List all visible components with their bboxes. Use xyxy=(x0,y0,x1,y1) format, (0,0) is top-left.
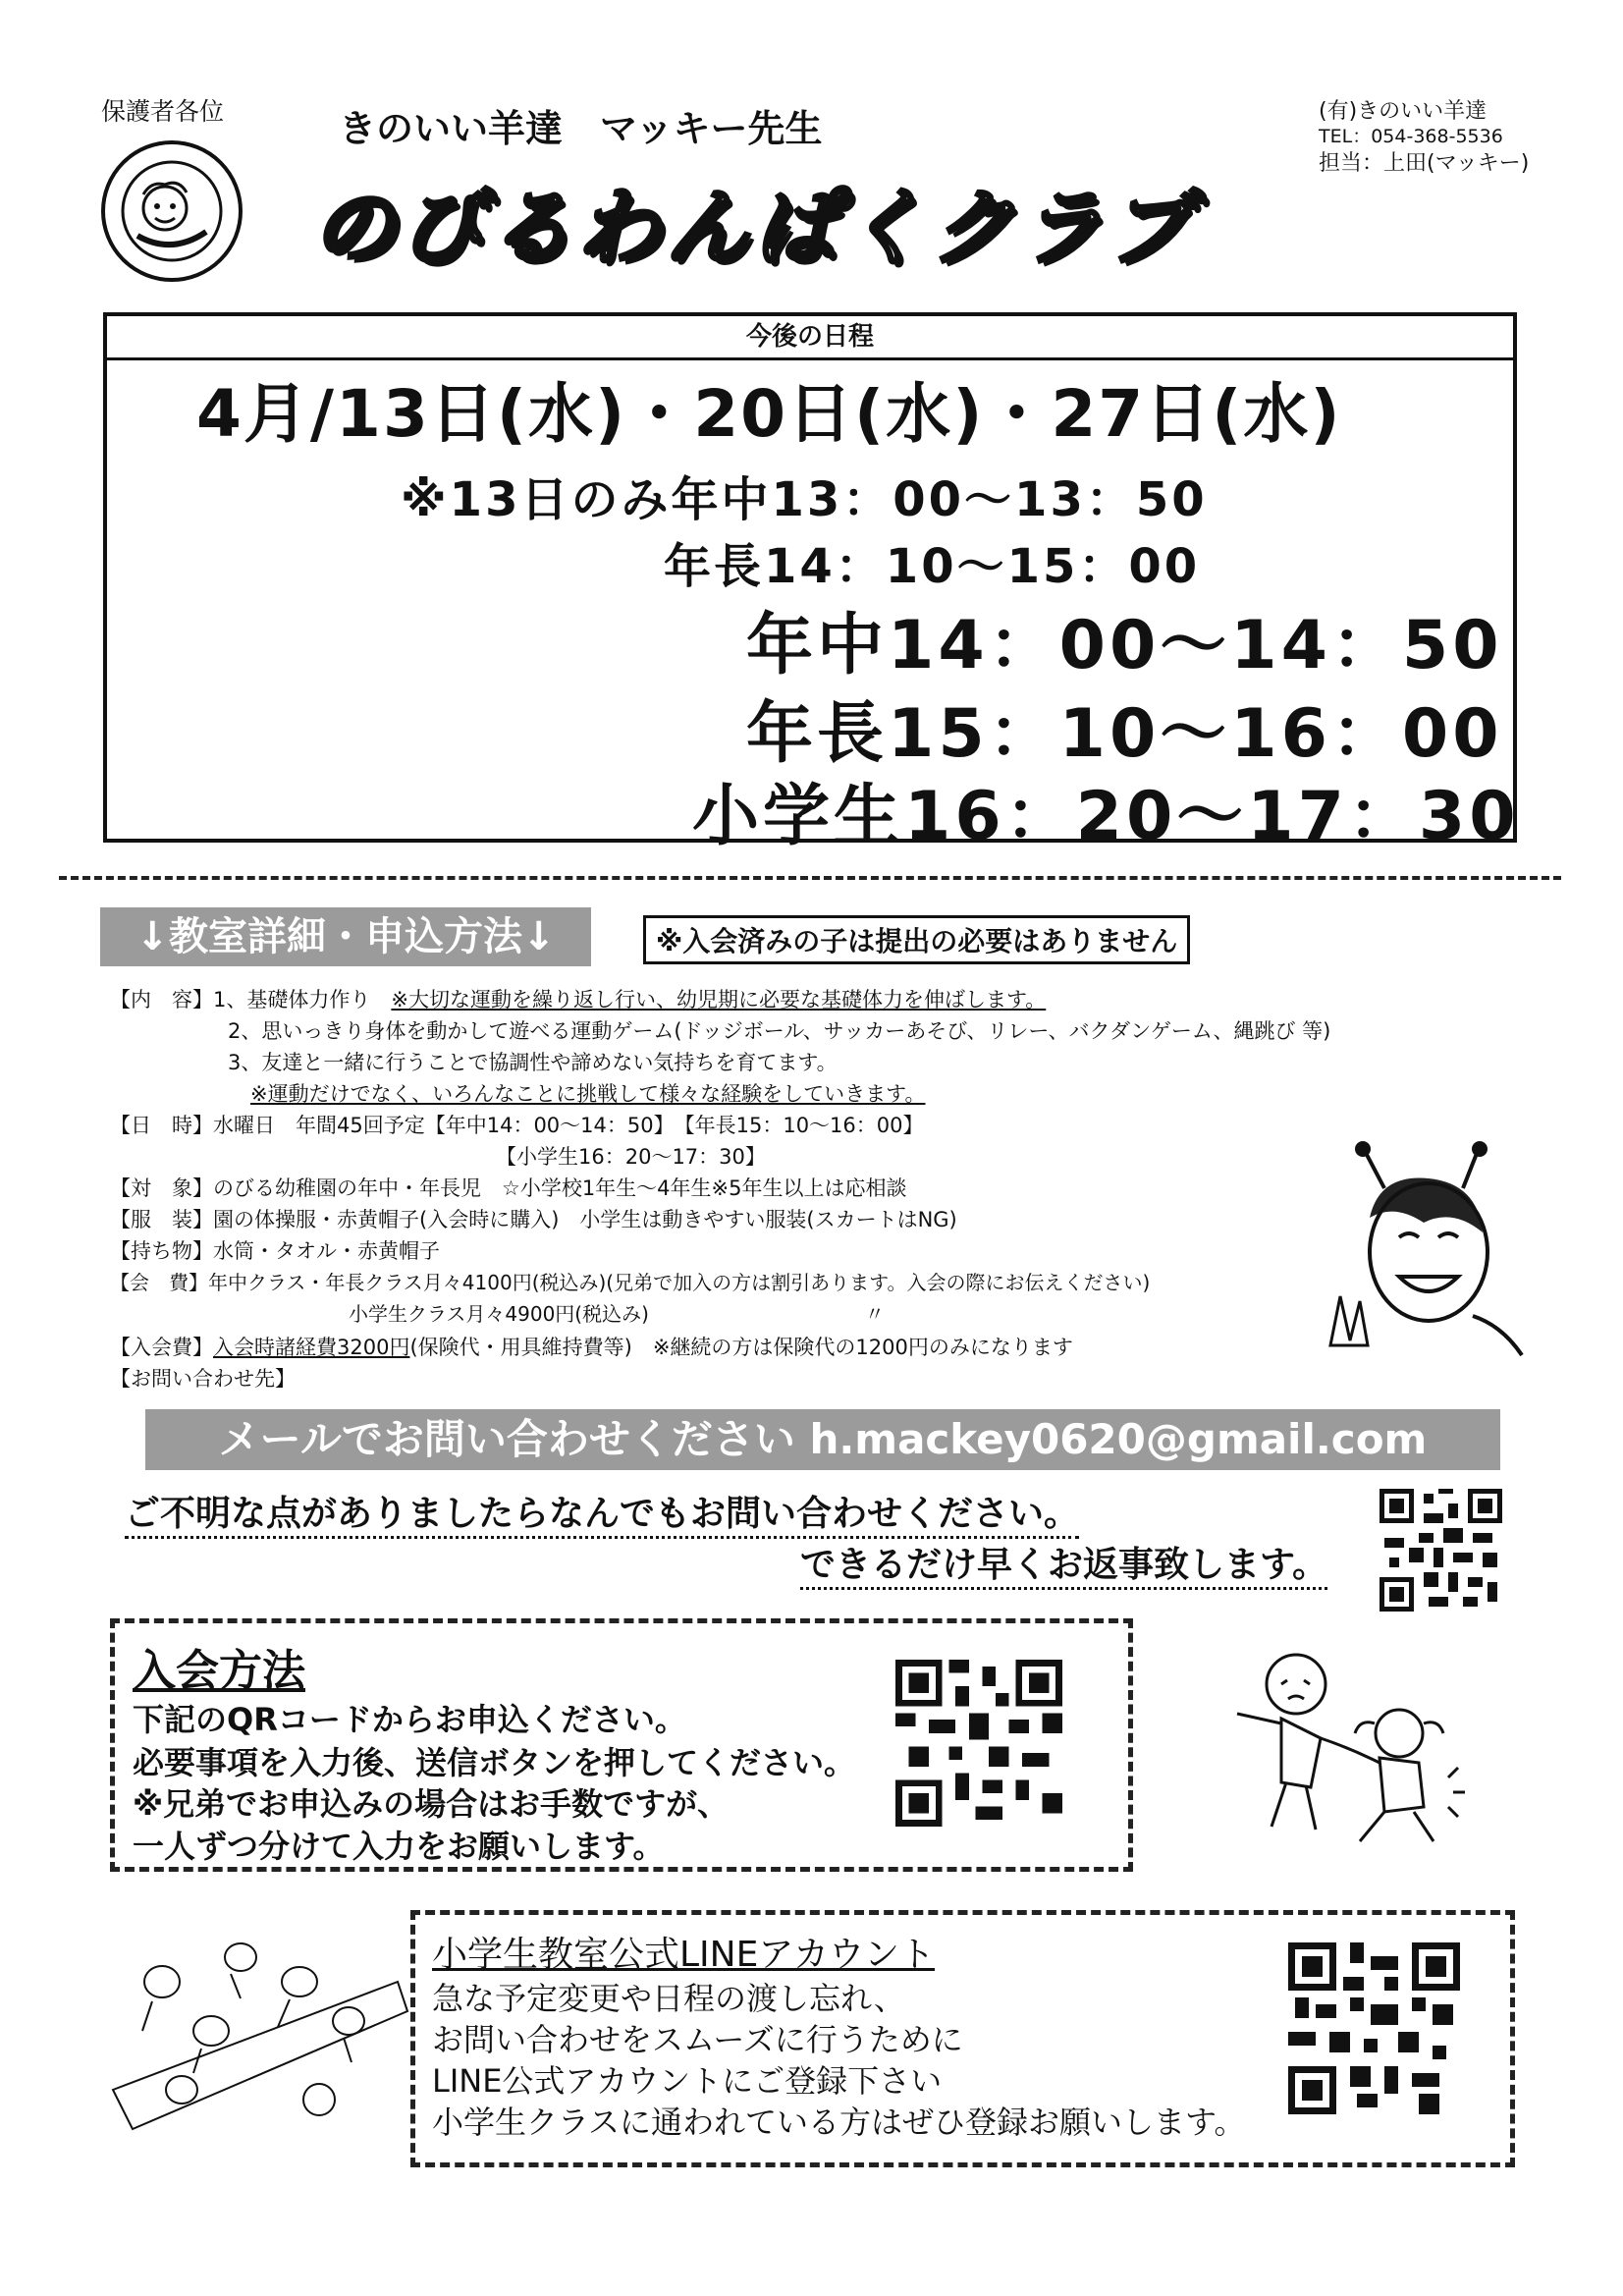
entry-fee-label: 【入会費】 xyxy=(110,1336,213,1359)
datetime-line: 【日 時】水曜日 年間45回予定【年中14：00～14：50】 【年長15：10～16：00】 xyxy=(110,1114,924,1137)
clothing-line: 【服 装】園の体操服・赤黄帽子(入会時に購入) 小学生は動きやすい服装(スカートはNG) xyxy=(110,1208,957,1231)
line-account-line-4: 小学生クラスに通われている方はぜひ登録お願いします。 xyxy=(432,2104,1246,2141)
schedule-note-13-line1: ※13日のみ年中13：00～13：50 xyxy=(401,472,1208,527)
content-line-1 xyxy=(110,984,1046,1013)
content-label: 【内 容】 xyxy=(110,988,213,1011)
datetime-line-2: 【小学生16：20～17：30】 xyxy=(496,1145,766,1169)
schedule-time-nencho: 年長15：10～16：00 xyxy=(746,695,1503,773)
schedule-dates: 4月/13日(水)・20日(水)・27日(水) xyxy=(196,376,1342,452)
line-account-line-1: 急な予定変更や日程の渡し忘れ、 xyxy=(432,1980,905,2017)
org-name: (有)きのいい羊達 xyxy=(1319,99,1488,124)
join-qr-code[interactable] xyxy=(895,1660,1062,1827)
join-line-4: 一人ずつ分けて入力をお願いします。 xyxy=(133,1828,665,1865)
logo xyxy=(98,137,245,285)
contact-line-2: できるだけ早くお返事致します。 xyxy=(800,1537,1327,1590)
schedule-time-nenchu: 年中14：00～14：50 xyxy=(746,607,1503,684)
subtitle: きのいい羊達 マッキー先生 xyxy=(339,107,823,150)
line-account-line-3: LINE公式アカウントにご登録下さい xyxy=(432,2062,943,2100)
fee-line-1: 【会 費】年中クラス・年長クラス月々4100円(税込み)(兄弟で加入の方は割引あります。入会の際にお伝えください) xyxy=(110,1271,1151,1294)
to-guardians: 保護者各位 xyxy=(101,97,225,126)
entry-fee-line xyxy=(110,1332,1073,1361)
join-line-2: 必要事項を入力後、送信ボタンを押してください。 xyxy=(133,1744,856,1781)
org-tel: TEL：054-368-5536 xyxy=(1319,126,1503,147)
page-title: のびるわんぱくクラブ xyxy=(312,180,1197,276)
children-running-illustration xyxy=(1227,1630,1473,1856)
contact-banner: メールでお問い合わせください h.mackey0620@gmail.com xyxy=(145,1409,1500,1470)
teacher-illustration xyxy=(1316,1139,1542,1365)
content-1-text: ※大切な運動を繰り返し行い、幼児期に必要な基礎体力を伸ばします。 xyxy=(391,988,1047,1011)
schedule-note-13-line2: 年長14：10～15：00 xyxy=(664,539,1201,594)
email-qr-code[interactable] xyxy=(1380,1489,1502,1612)
schedule-time-shogaku: 小学生16：20～17：30 xyxy=(692,778,1520,855)
content-line-3: 3、友達と一緒に行うことで協調性や諦めない気持ちを育てます。 xyxy=(228,1051,838,1074)
join-line-3: ※兄弟でお申込みの場合はお手数ですが、 xyxy=(133,1785,730,1823)
line-account-heading: 小学生教室公式LINEアカウント xyxy=(432,1935,935,1975)
inquiry-label: 【お問い合わせ先】 xyxy=(110,1367,296,1391)
join-line-1: 下記のQRコードからお申込ください。 xyxy=(133,1701,686,1738)
details-banner: ↓教室詳細・申込方法↓ xyxy=(100,907,591,966)
org-contact-person: 担当：上田(マッキー) xyxy=(1319,151,1530,176)
join-heading: 入会方法 xyxy=(133,1646,305,1696)
schedule-heading: 今後の日程 xyxy=(107,316,1513,360)
fee-line-2: 小学生クラス月々4900円(税込み) 〃 xyxy=(349,1302,885,1326)
entry-fee-rest: (保険代・用具維持費等) ※継続の方は保険代の1200円のみになります xyxy=(409,1336,1073,1359)
entry-fee-amount: 入会時諸経費3200円 xyxy=(213,1336,410,1359)
content-1-num: 1、基礎体力作り xyxy=(213,988,392,1011)
content-line-2: 2、思いっきり身体を動かして遊べる運動ゲーム(ドッジボール、サッカーあそび、リレー、バクダンゲーム、縄跳び 等) xyxy=(228,1019,1331,1043)
details-notice: ※入会済みの子は提出の必要はありません xyxy=(643,915,1190,964)
content-note: ※運動だけでなく、いろんなことに挑戦して様々な経験をしていきます。 xyxy=(250,1082,926,1106)
contact-line-1: ご不明な点がありましたらなんでもお問い合わせください。 xyxy=(125,1486,1079,1539)
belongings-line: 【持ち物】水筒・タオル・赤黄帽子 xyxy=(110,1239,440,1263)
target-line: 【対 象】のびる幼稚園の年中・年長児 ☆小学校1年生～4年生※5年生以上は応相談 xyxy=(110,1176,907,1200)
divider xyxy=(59,876,1561,880)
line-account-line-2: お問い合わせをスムーズに行うために xyxy=(432,2021,963,2058)
playground-illustration xyxy=(103,1913,417,2139)
line-account-qr-code[interactable] xyxy=(1288,1942,1460,2114)
